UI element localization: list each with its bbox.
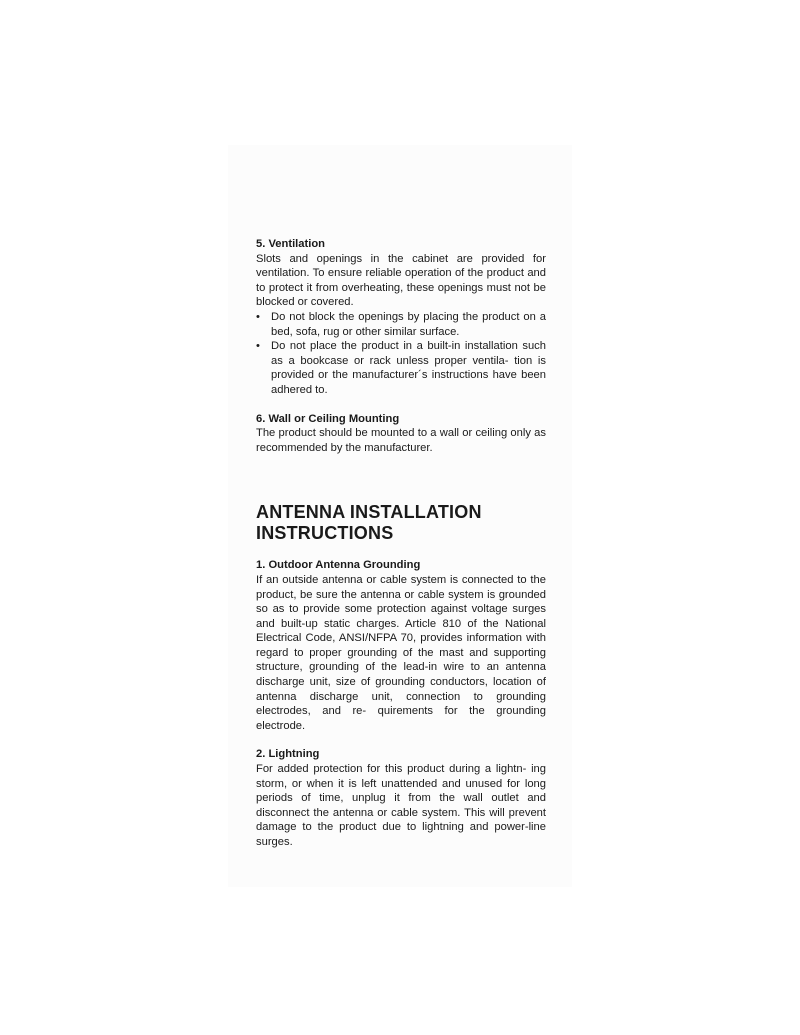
item-2-heading: 2. Lightning [256, 748, 320, 761]
section-6-heading: 6. Wall or Ceiling Mounting [256, 412, 400, 425]
list-item [256, 339, 546, 397]
section-6-paragraph: The product should be mounted to a wall or ceiling only as recommended by the manufacturer. [256, 427, 546, 454]
list-item [256, 310, 546, 339]
item-1-paragraph: If an outside antenna or cable system is connected to the product, be sure the antenna or cable system is grounded so as to provide some protection against voltage surges and built-up static charges. Article 810 of the National Electrical Code, ANSI/NFPA 70, provides information with regard to proper grounding of the mast and supporting structure, grounding of the lead-in wire to an antenna discharge unit, size of grounding conductors, location of antenna discharge unit, connection to grounding electrodes, and re- quirements for the grounding electrode. [256, 573, 546, 732]
bullet-text: Do not block the openings by placing the product on a bed, sofa, rug or other similar surface. [271, 310, 546, 338]
item-1-heading: 1. Outdoor Antenna Grounding [256, 559, 421, 572]
section-5-heading: 5. Ventilation [256, 238, 326, 250]
spacer [256, 733, 546, 747]
item-2-paragraph: For added protection for this product during a lightn- ing storm, or when it is left unattended and unused for long periods of time, unplug it from the wall outlet and disconnect the antenna or cable system. This will prevent damage to the product due to lightning and power-line surges. [256, 763, 546, 848]
document-content [256, 237, 546, 850]
bullet-text: Do not place the product in a built-in installation such as a bookcase or rack unless proper ventila- tion is provided or the manufacturer´s instructions have been adhered to. [271, 340, 546, 396]
section-5-bullet-list [256, 310, 546, 398]
spacer [256, 544, 546, 558]
antenna-title-line-2: INSTRUCTIONS [256, 523, 394, 544]
antenna-title-line-1: ANTENNA INSTALLATION [256, 502, 482, 523]
spacer [256, 398, 546, 412]
spacer [256, 455, 546, 502]
section-5-paragraph: Slots and openings in the cabinet are provided for ventilation. To ensure reliable operation of the product and to protect it from overheating, these openings must not be blocked or covered. [256, 252, 546, 309]
bullet-icon: • [256, 340, 260, 353]
bullet-icon: • [256, 310, 260, 323]
